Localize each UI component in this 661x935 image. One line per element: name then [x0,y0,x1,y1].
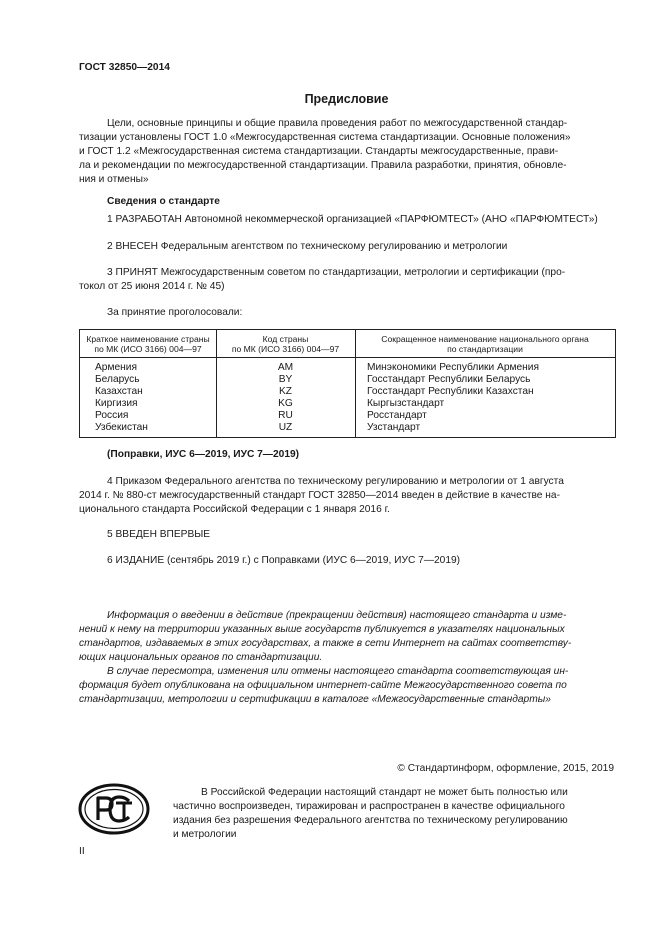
item-3-line: токол от 25 июня 2014 г. № 45) [79,281,225,292]
info-line: стандартов, издаваемых в этих государствах, а также в сети Интернет на сайтах соответству- [79,638,572,649]
item-4-line: 4 Приказом Федерального агентства по техническому регулированию и метрологии от 1 августа [107,476,564,487]
intro-line: и ГОСТ 1.2 «Межгосударственная система стандартизации. Стандарты межгосударственные, прави- [79,146,559,157]
table-row-body: Госстандарт Республики Казахстан [367,386,534,397]
table-row-body: Минэкономики Республики Армения [367,362,539,373]
table-row-body: Узстандарт [367,422,421,433]
reproduction-line: издания без разрешения Федерального агентства по техническому регулированию [173,815,568,826]
item-3-line: 3 ПРИНЯТ Межгосударственным советом по стандартизации, метрологии и сертификации (про- [107,267,566,278]
info-line: стандартизации, метрологии и сертификации в каталоге «Межгосударственные стандарты» [79,694,551,705]
standard-info-heading: Сведения о стандарте [107,196,220,207]
voted-label: За принятие проголосовали: [107,307,243,318]
info-line: нений к нему на территории указанных выше государств публикуется в указателях национальных [79,624,565,635]
info-line: ющих национальных органов по стандартизации. [79,652,323,663]
header-code: по МК (ИСО 3166) 004—97 [231,344,340,354]
table-row-country: Россия [95,410,129,421]
table-row-code: BY [278,374,293,385]
vote-table [79,329,616,438]
reproduction-line: и метрологии [173,829,237,840]
reproduction-line: В Российской Федерации настоящий стандарт не может быть полностью или [201,787,568,798]
preface-title: Предисловие [304,92,389,106]
info-line: В случае пересмотра, изменения или отмены настоящего стандарта соответствующая ин- [107,666,569,677]
header-country: Краткое наименование страны [86,334,210,344]
info-line: Информация о введении в действие (прекращении действия) настоящего стандарта и изме- [107,610,567,621]
table-row-code: UZ [278,422,293,433]
intro-line: тизации установлены ГОСТ 1.0 «Межгосударственная система стандартизации. Основные положения» [79,132,571,143]
rst-seal-icon [78,783,150,835]
header-body: Сокращенное наименование национального органа [381,334,589,344]
intro-line: Цели, основные принципы и общие правила проведения работ по межгосударственной стандар- [107,118,568,129]
intro-line: ния и отмены» [79,174,149,185]
intro-line: ла и рекомендации по межгосударственной стандартизации. Правила разработки, принятия, обновле- [79,160,567,171]
item-6: 6 ИЗДАНИЕ (сентябрь 2019 г.) с Поправками (ИУС 6—2019, ИУС 7—2019) [107,555,461,566]
table-row-country: Армения [95,362,137,373]
table-row-code: RU [278,410,293,421]
table-row-body: Кыргызстандарт [367,398,445,409]
reproduction-line: частично воспроизведен, тиражирован и распространен в качестве официального [173,801,565,812]
table-row-country: Киргизия [95,398,138,409]
item-4-line: 2014 г. № 880-ст межгосударственный стандарт ГОСТ 32850—2014 введен в действие в качестве на- [79,490,560,501]
item-4-line: ционального стандарта Российской Федерации с 1 января 2016 г. [79,504,390,515]
table-row-code: KZ [278,386,293,397]
copyright: © Стандартинформ, оформление, 2015, 2019 [397,763,614,774]
header-code: Код страны [262,334,309,344]
item-1: 1 РАЗРАБОТАН Автономной некоммерческой организацией «ПАРФЮМТЕСТ» (АНО «ПАРФЮМТЕСТ») [107,214,598,225]
doc-number: ГОСТ 32850—2014 [79,62,170,73]
table-row-code: KG [278,398,293,409]
info-line: формация будет опубликована на официальном интернет-сайте Межгосударственного совета по [79,680,567,691]
table-row-code: AM [277,362,294,373]
item-5: 5 ВВЕДЕН ВПЕРВЫЕ [107,529,211,540]
header-country: по МК (ИСО 3166) 004—97 [94,344,202,354]
table-row-body: Росстандарт [367,410,427,421]
header-body: по стандартизации [447,344,523,354]
table-row-country: Казахстан [95,386,143,397]
page-number: II [79,846,85,857]
table-row-country: Беларусь [95,374,140,385]
table-row-country: Узбекистан [95,422,148,433]
table-divider [80,357,615,358]
amendments-note: (Поправки, ИУС 6—2019, ИУС 7—2019) [107,449,300,460]
item-2: 2 ВНЕСЕН Федеральным агентством по техническому регулированию и метрологии [107,241,508,252]
table-row-body: Госстандарт Республики Беларусь [367,374,531,385]
